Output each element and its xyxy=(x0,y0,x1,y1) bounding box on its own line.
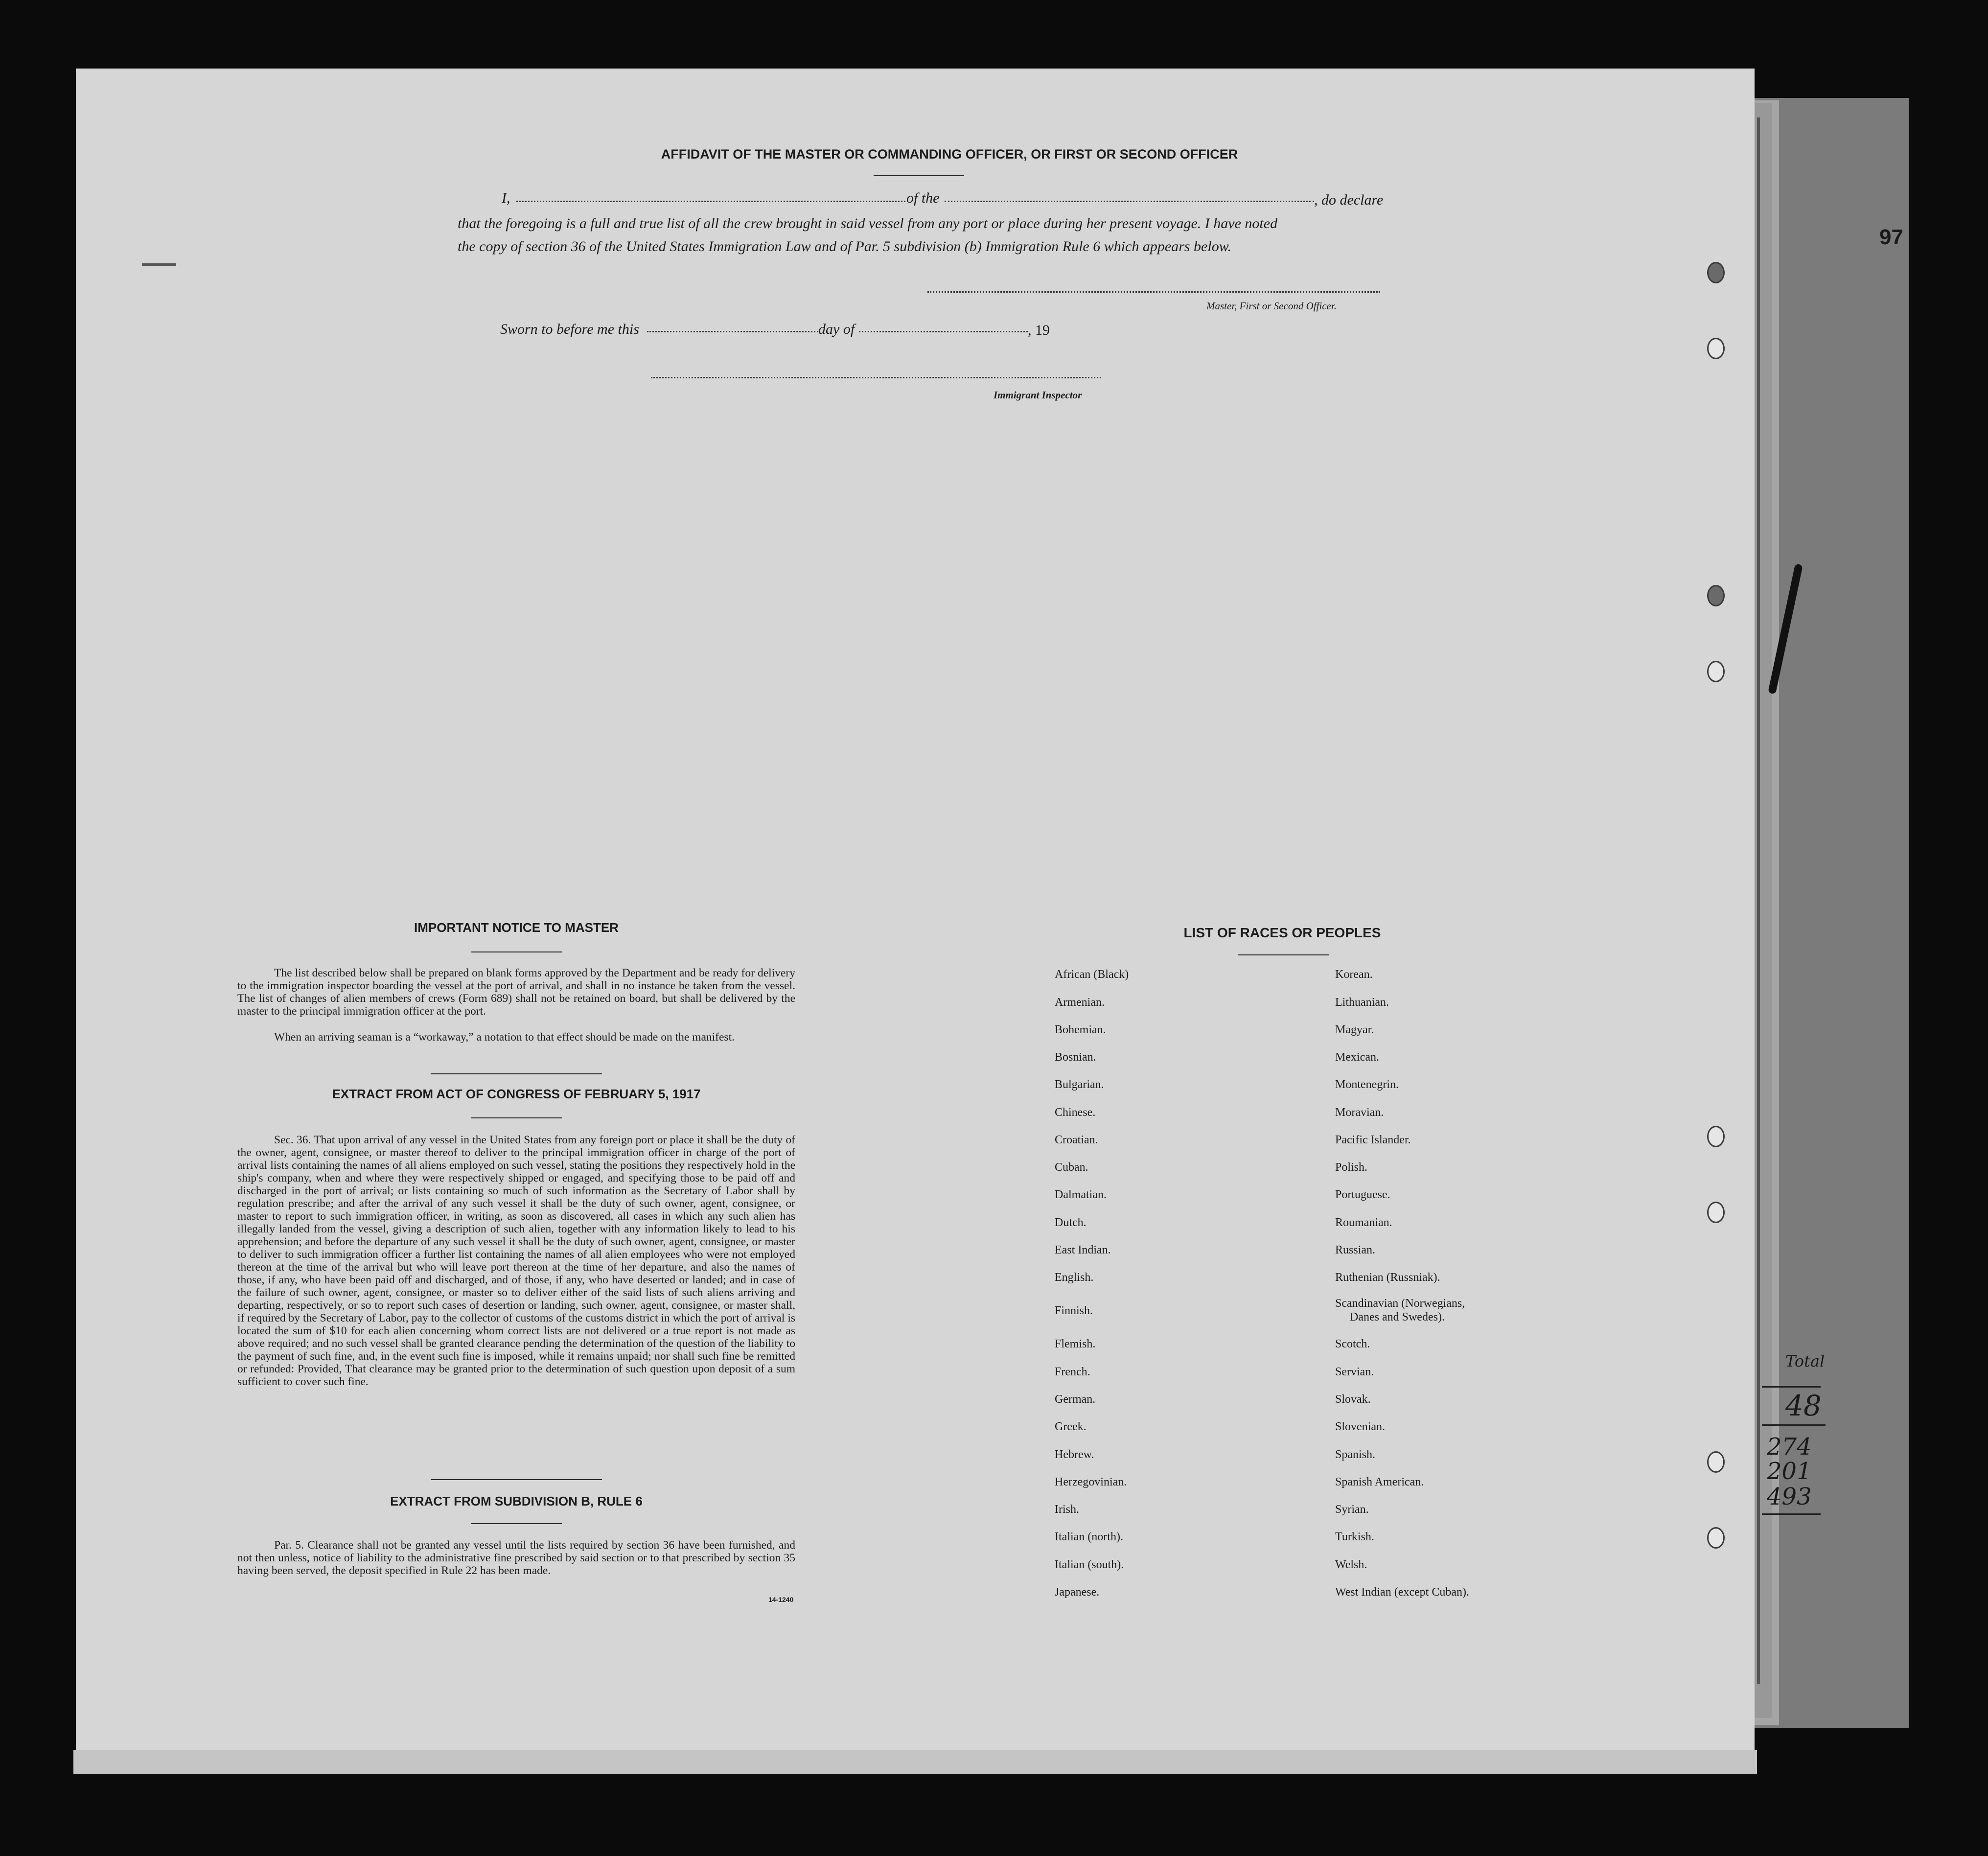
section-36-label: Sec. 36. xyxy=(274,1134,311,1146)
affidavit-line-3: the copy of section 36 of the United States Immigration Law and of Par. 5 subdivision (b) Immigration Rule 6 which appears below. xyxy=(458,238,1231,255)
affidavit-line-2: that the foregoing is a full and true list of all the crew brought in said vessel from any port or place during her present voyage. I have noted xyxy=(458,215,1278,232)
rule-title-rule xyxy=(471,1523,562,1524)
tally-line-2: 201 xyxy=(1767,1458,1812,1485)
race-item: Welsh. xyxy=(1335,1558,1367,1571)
race-item: Scotch. xyxy=(1335,1338,1370,1350)
race-item: Japanese. xyxy=(1055,1586,1100,1599)
tally-line-3: 493 xyxy=(1767,1483,1812,1510)
binder-hole xyxy=(1707,1202,1725,1223)
race-item: Ruthenian (Russniak). xyxy=(1335,1271,1440,1284)
race-item: Pacific Islander. xyxy=(1335,1134,1411,1146)
master-name-field[interactable] xyxy=(516,201,905,202)
race-item: Montenegrin. xyxy=(1335,1078,1399,1091)
tally-box-line xyxy=(1762,1513,1821,1515)
binder-hole xyxy=(1707,661,1725,682)
rule-6-text: Par. 5. Clearance shall not be granted any vessel until the lists required by section 36 have been furnished, and not then unless, notice of liability to the administrative fine prescribed by said section or to that prescribed by section 35 having been served, the deposit specified in Rule 22 has been made. xyxy=(237,1539,795,1577)
race-item: Mexican. xyxy=(1335,1051,1379,1064)
inspector-signature-field[interactable] xyxy=(651,377,1101,378)
race-item: Portuguese. xyxy=(1335,1188,1390,1201)
race-item: Greek. xyxy=(1055,1420,1086,1433)
sworn-year-label: , 19 xyxy=(1028,322,1050,338)
notice-title-rule xyxy=(471,951,562,952)
race-item: Turkish. xyxy=(1335,1531,1374,1543)
race-item: Scandinavian (Norwegians, xyxy=(1335,1297,1465,1310)
rule-extract-title: EXTRACT FROM SUBDIVISION B, RULE 6 xyxy=(390,1494,643,1508)
race-item: English. xyxy=(1055,1271,1094,1284)
title-rule xyxy=(874,175,964,176)
page-number: 97 xyxy=(1879,225,1903,249)
race-item: Roumanian. xyxy=(1335,1216,1392,1229)
binder-hole xyxy=(1707,1527,1725,1549)
scan-mark xyxy=(142,263,176,266)
race-item: Magyar. xyxy=(1335,1023,1374,1036)
race-item: Bohemian. xyxy=(1055,1023,1106,1036)
form-number: 14-1240 xyxy=(768,1596,794,1603)
race-item: East Indian. xyxy=(1055,1244,1111,1256)
race-item: Irish. xyxy=(1055,1503,1079,1516)
race-item: Herzegovinian. xyxy=(1055,1476,1127,1488)
race-item: Italian (south). xyxy=(1055,1558,1124,1571)
race-item: Spanish American. xyxy=(1335,1476,1424,1488)
race-item: Moravian. xyxy=(1335,1106,1384,1119)
page-bottom-edge xyxy=(73,1750,1757,1774)
affidavit-of-the-label: of the xyxy=(906,190,940,206)
vessel-name-field[interactable] xyxy=(945,201,1314,202)
sworn-label: Sworn to before me this xyxy=(500,321,639,337)
total-label: Total xyxy=(1785,1352,1825,1370)
congress-divider xyxy=(431,1479,602,1480)
sworn-day-of-label: day of xyxy=(818,321,855,337)
tally-line-1: 274 xyxy=(1767,1433,1812,1461)
race-item: Chinese. xyxy=(1055,1106,1096,1119)
notice-paragraph-2: When an arriving seaman is a “workaway,” a notation to that effect should be made on the manifest. xyxy=(274,1031,735,1044)
sworn-month-field[interactable] xyxy=(859,331,1028,332)
race-item: West Indian (except Cuban). xyxy=(1335,1586,1469,1599)
race-item: Lithuanian. xyxy=(1335,996,1389,1009)
page-stack-edge xyxy=(1757,117,1760,1684)
race-item-scandinavian-cont: Danes and Swedes). xyxy=(1350,1311,1445,1323)
congress-extract-title: EXTRACT FROM ACT OF CONGRESS OF FEBRUARY 5, 1917 xyxy=(332,1087,701,1101)
inspector-caption: Immigrant Inspector xyxy=(994,389,1082,401)
race-item: Korean. xyxy=(1335,968,1373,981)
notice-divider xyxy=(431,1073,602,1074)
binder-hole xyxy=(1707,262,1725,283)
race-item: Syrian. xyxy=(1335,1503,1369,1516)
affidavit-i-label: I, xyxy=(502,190,510,206)
race-item: Flemish. xyxy=(1055,1338,1096,1350)
notice-title: IMPORTANT NOTICE TO MASTER xyxy=(414,920,619,935)
race-item: Slovak. xyxy=(1335,1393,1371,1406)
affidavit-title: AFFIDAVIT OF THE MASTER OR COMMANDING OFFICER, OR FIRST OR SECOND OFFICER xyxy=(661,147,1238,162)
section-36-body: That upon arrival of any vessel in the United States from any foreign port or place it shall be the duty of the owner, agent, consignee, or master thereof to deliver to the principal immigration officer in charge of the port of arrival lists containing the names of all aliens employed on such vessel, stating the positions they respectively hold in the ship's company, when and where they were respectively shipped or engaged, and specifying those to be paid off and discharged in the port of arrival; or lists containing so much of such information as the Secretary of Labor shall by regulation prescribe; and after the arrival of any such vessel it shall be the duty of such owner, agent, consignee, or master to report to such immigration officer, in writing, as soon as discovered, all cases in which any such alien has illegally landed from the vessel, giving a description of such alien, together with any information likely to lead to his apprehension; and before the departure of any such vessel it shall be the duty of such owner, agent, consignee, or master to deliver to such immigration officer a further list containing the names of all alien employees who were not employed thereon at the time of the arrival but who will leave port thereon at the time of her departure, and also the names of those, if any, who have been paid off and discharged, and of those, if any, who have deserted or landed; and in case of the failure of such owner, agent, consignee, or master so to deliver either of the said lists of such aliens arriving and departing, respectively, or so to report such cases of desertion or landing, such owner, agent, consignee, or master shall, if required by the Secretary of Labor, pay to the collector of customs of the customs district in which the port of arrival is located the sum of $10 for each alien concerning whom correct lists are not delivered or a true report is not made as above required; and no such vessel shall be granted clearance pending the determination of the question of the liability to the payment of such fine, and, in the event such fine is imposed, while it remains unpaid; nor shall such fine be remitted or refunded: Provided, That clearance may be granted prior to the determination of such question upon deposit of a sum sufficient to cover such fine. xyxy=(237,1134,795,1388)
race-item: Hebrew. xyxy=(1055,1448,1094,1461)
race-item: Bosnian. xyxy=(1055,1051,1096,1064)
total-value: 48 xyxy=(1785,1389,1822,1422)
binder-hole xyxy=(1707,585,1725,606)
sworn-date-field[interactable] xyxy=(647,331,818,332)
race-item: Croatian. xyxy=(1055,1134,1098,1146)
race-item: Servian. xyxy=(1335,1366,1374,1378)
races-title-rule xyxy=(1238,954,1329,955)
race-item: Cuban. xyxy=(1055,1161,1088,1174)
race-item: Dutch. xyxy=(1055,1216,1086,1229)
master-signature-field[interactable] xyxy=(927,291,1380,293)
congress-title-rule xyxy=(471,1117,562,1118)
binder-hole xyxy=(1707,1451,1725,1473)
race-item: Italian (north). xyxy=(1055,1531,1123,1543)
notice-paragraph-1: The list described below shall be prepared on blank forms approved by the Department and be ready for delivery to the immigration inspector boarding the vessel at the port of arrival, and shall in no instance be taken from the vessel. The list of changes of alien members of crews (Form 689) shall not be retained on board, but shall be delivered by the master to the principal immigration officer at the port. xyxy=(237,967,795,1018)
race-item: German. xyxy=(1055,1393,1096,1406)
race-item: Armenian. xyxy=(1055,996,1105,1009)
race-item: Slovenian. xyxy=(1335,1420,1385,1433)
total-box-line xyxy=(1762,1424,1826,1426)
races-title: LIST OF RACES OR PEOPLES xyxy=(1183,925,1381,940)
race-item: Finnish. xyxy=(1055,1304,1093,1317)
master-signature-caption: Master, First or Second Officer. xyxy=(1206,300,1337,312)
race-item: African (Black) xyxy=(1055,968,1129,981)
race-item: Dalmatian. xyxy=(1055,1188,1107,1201)
binder-hole xyxy=(1707,338,1725,359)
binder-hole xyxy=(1707,1126,1725,1147)
race-item: Bulgarian. xyxy=(1055,1078,1104,1091)
section-36-text xyxy=(237,1134,795,1388)
race-item: French. xyxy=(1055,1366,1090,1378)
total-underline xyxy=(1762,1386,1821,1388)
race-item: Polish. xyxy=(1335,1161,1368,1174)
race-item: Spanish. xyxy=(1335,1448,1376,1461)
affidavit-declare-label: , do declare xyxy=(1314,192,1384,208)
race-item: Russian. xyxy=(1335,1244,1376,1256)
